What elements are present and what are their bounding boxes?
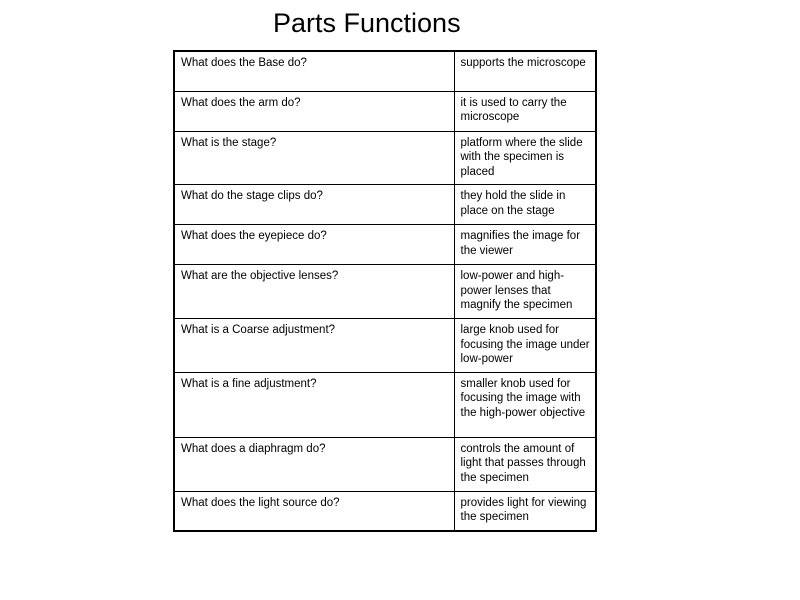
table-row xyxy=(174,131,596,185)
question-cell: What does the light source do? xyxy=(174,491,454,531)
table-row xyxy=(174,319,596,373)
question-cell: What is a fine adjustment? xyxy=(174,372,454,437)
question-cell: What does the eyepiece do? xyxy=(174,225,454,265)
answer-cell: they hold the slide in place on the stage xyxy=(454,185,596,225)
table-row xyxy=(174,437,596,491)
question-cell: What does a diaphragm do? xyxy=(174,437,454,491)
question-cell: What does the arm do? xyxy=(174,91,454,131)
answer-cell: it is used to carry the microscope xyxy=(454,91,596,131)
answer-cell: platform where the slide with the specimen is placed xyxy=(454,131,596,185)
answer-cell: magnifies the image for the viewer xyxy=(454,225,596,265)
table-row xyxy=(174,185,596,225)
question-cell: What does the Base do? xyxy=(174,51,454,91)
answer-cell: supports the microscope xyxy=(454,51,596,91)
answer-cell: large knob used for focusing the image under low-power xyxy=(454,319,596,373)
answer-cell: low-power and high-power lenses that magnify the specimen xyxy=(454,265,596,319)
question-cell: What is the stage? xyxy=(174,131,454,185)
question-cell: What do the stage clips do? xyxy=(174,185,454,225)
table-row xyxy=(174,372,596,437)
answer-cell: provides light for viewing the specimen xyxy=(454,491,596,531)
table-row xyxy=(174,265,596,319)
answer-cell: controls the amount of light that passes through the specimen xyxy=(454,437,596,491)
table-row xyxy=(174,491,596,531)
table-row xyxy=(174,51,596,91)
question-cell: What is a Coarse adjustment? xyxy=(174,319,454,373)
table-row xyxy=(174,91,596,131)
answer-cell: smaller knob used for focusing the image with the high-power objective xyxy=(454,372,596,437)
table-row xyxy=(174,225,596,265)
question-cell: What are the objective lenses? xyxy=(174,265,454,319)
parts-functions-table xyxy=(173,50,597,532)
page-title: Parts Functions xyxy=(273,8,461,38)
